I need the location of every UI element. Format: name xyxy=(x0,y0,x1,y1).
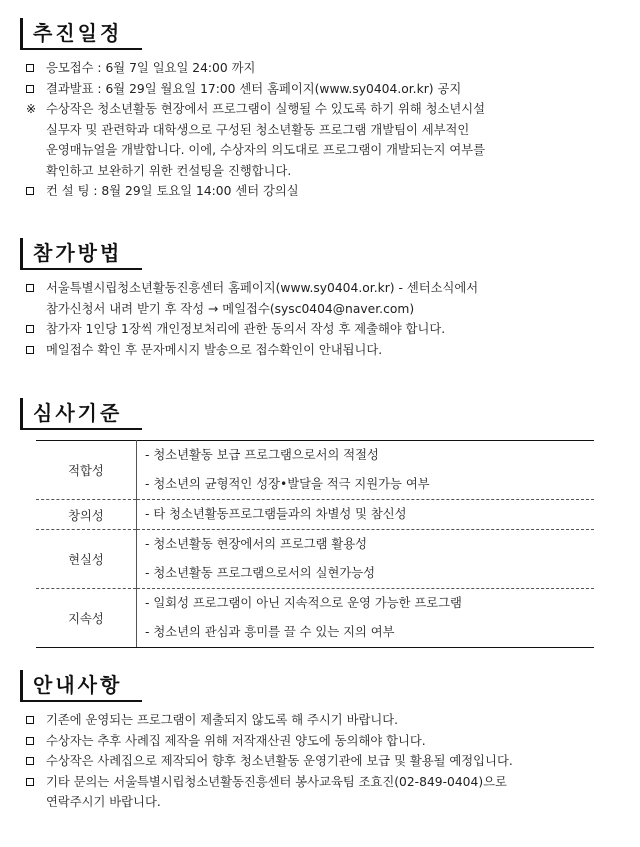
list-item xyxy=(0,278,640,319)
criteria-desc xyxy=(137,589,595,648)
checkbox-bullet-icon xyxy=(26,181,44,202)
criteria-table xyxy=(36,440,594,648)
criteria-name: 지속성 xyxy=(36,589,137,648)
checkbox-bullet-icon xyxy=(26,58,44,79)
criteria-name: 현실성 xyxy=(36,530,137,589)
item-text: 실무자 및 관련학과 대학생으로 구성된 청소년활동 프로그램 개발팀이 세부적인 xyxy=(46,122,470,137)
method-section xyxy=(0,234,640,360)
item-text: 연락주시기 바랍니다. xyxy=(46,795,161,809)
list-item xyxy=(0,319,640,340)
criteria-name: 적합성 xyxy=(36,441,137,500)
item-text: 기타 문의는 서울특별시립청소년활동진흥센터 봉사교육팀 조효진(02-849-0404)으로 xyxy=(46,774,507,789)
schedule-title: 추진일정 xyxy=(33,21,123,45)
list-item xyxy=(0,79,640,100)
item-text: 컨 설 팅 : 8월 29일 토요일 14:00 센터 강의실 xyxy=(46,184,299,198)
method-heading xyxy=(20,234,640,270)
criteria-desc-line: - 청소년활동 보급 프로그램으로서의 적절성 xyxy=(145,448,379,462)
list-item xyxy=(0,710,640,731)
criteria-desc-line: - 청소년의 균형적인 성장•발달을 적극 지원가능 여부 xyxy=(145,477,430,491)
heading-underline xyxy=(20,700,142,702)
heading-bar xyxy=(20,238,23,270)
heading-bar xyxy=(20,398,23,430)
item-text: 운영매뉴얼을 개발합니다. 이에, 수상자의 의도대로 프로그램이 개발되는지 여부를 xyxy=(46,143,486,157)
heading-bar xyxy=(20,18,23,50)
item-text: 기존에 운영되는 프로그램이 제출되지 않도록 해 주시기 바랍니다. xyxy=(46,713,398,727)
item-text: 수상작은 청소년활동 현장에서 프로그램이 실행될 수 있도록 하기 위해 청소년시설 xyxy=(46,102,486,116)
schedule-list xyxy=(0,58,640,202)
criteria-desc-line: - 청소년활동 프로그램으로서의 실현가능성 xyxy=(145,566,375,580)
criteria-desc xyxy=(137,530,595,589)
list-item xyxy=(0,181,640,202)
checkbox-bullet-icon xyxy=(26,278,44,299)
item-text: 결과발표 : 6월 29일 월요일 17:00 센터 홈페이지(www.sy0404.or.kr) 공지 xyxy=(46,81,462,96)
item-text: 응모접수 : 6월 7일 일요일 24:00 까지 xyxy=(46,61,256,75)
item-text: 수상작은 사례집으로 제작되어 향후 청소년활동 운영기관에 보급 및 활용될 예정입니다. xyxy=(46,754,513,768)
item-text: 참가자 1인당 1장씩 개인정보처리에 관한 동의서 작성 후 제출해야 합니다. xyxy=(46,322,446,336)
item-text: 확인하고 보완하기 위한 컨설팅을 진행합니다. xyxy=(46,163,292,178)
checkbox-bullet-icon xyxy=(26,731,44,752)
item-text: 수상자는 추후 사례집 제작을 위해 저작재산권 양도에 동의해야 합니다. xyxy=(46,733,426,748)
heading-underline xyxy=(20,428,142,430)
notice-heading xyxy=(20,666,640,702)
criteria-section xyxy=(0,394,640,430)
criteria-desc-line: - 청소년의 관심과 흥미를 끌 수 있는 지의 여부 xyxy=(145,625,395,639)
criteria-desc xyxy=(137,500,595,530)
criteria-name: 창의성 xyxy=(36,500,137,530)
criteria-desc xyxy=(137,441,595,500)
criteria-desc-line: - 청소년활동 현장에서의 프로그램 활용성 xyxy=(145,537,368,551)
heading-underline xyxy=(20,48,142,50)
reference-mark-icon: ※ xyxy=(26,102,37,116)
criteria-desc-line: - 타 청소년활동프로그램들과의 차별성 및 참신성 xyxy=(145,507,407,521)
criteria-row xyxy=(36,530,594,589)
method-list xyxy=(0,278,640,360)
criteria-row xyxy=(36,500,594,530)
checkbox-bullet-icon xyxy=(26,710,44,731)
item-text: 서울특별시립청소년활동진흥센터 홈페이지(www.sy0404.or.kr) - 센터소식에서 xyxy=(46,281,479,295)
list-item xyxy=(0,99,640,181)
checkbox-bullet-icon xyxy=(26,79,44,100)
list-item xyxy=(0,731,640,752)
notice-title: 안내사항 xyxy=(33,673,123,697)
notice-section xyxy=(0,666,640,813)
schedule-heading xyxy=(20,14,640,50)
criteria-title: 심사기준 xyxy=(33,401,123,425)
heading-bar xyxy=(20,670,23,702)
notice-list xyxy=(0,710,640,813)
heading-underline xyxy=(20,268,142,270)
list-item xyxy=(0,772,640,813)
checkbox-bullet-icon xyxy=(26,319,44,340)
criteria-row xyxy=(36,589,594,648)
item-text: 메일접수 확인 후 문자메시지 발송으로 접수확인이 안내됩니다. xyxy=(46,342,383,357)
list-item xyxy=(0,340,640,361)
method-title: 참가방법 xyxy=(33,241,123,265)
schedule-section xyxy=(0,14,640,202)
list-item xyxy=(0,58,640,79)
checkbox-bullet-icon xyxy=(26,340,44,361)
item-text: 참가신청서 내려 받기 후 작성 → 메일접수(sysc0404@naver.com) xyxy=(46,301,415,316)
checkbox-bullet-icon xyxy=(26,772,44,793)
criteria-row xyxy=(36,441,594,500)
list-item xyxy=(0,751,640,772)
criteria-desc-line: - 일회성 프로그램이 아닌 지속적으로 운영 가능한 프로그램 xyxy=(145,596,462,610)
checkbox-bullet-icon xyxy=(26,751,44,772)
criteria-heading xyxy=(20,394,640,430)
